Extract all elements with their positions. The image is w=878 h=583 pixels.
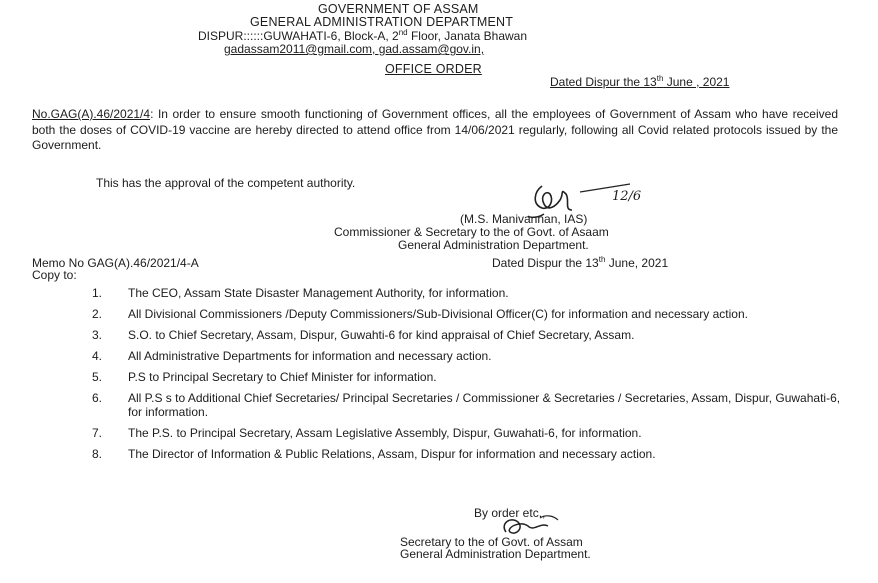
- list-item: 2. All Divisional Commissioners /Deputy Commissioners/Sub-Divisional Officer(C) for information and necessary action.: [92, 307, 748, 321]
- list-item: 1. The CEO, Assam State Disaster Management Authority, for information.: [92, 286, 509, 300]
- secretary-department: General Administration Department.: [400, 547, 591, 561]
- signatory-department: General Administration Department.: [398, 238, 589, 252]
- signatory-designation: Commissioner & Secretary to the of Govt. of Asaam: [334, 225, 609, 239]
- list-item: 3. S.O. to Chief Secretary, Assam, Dispur, Guwahti-6 for kind appraisal of Chief Secretary, Assam.: [92, 328, 635, 342]
- memo-number: Memo No GAG(A).46/2021/4-A: [32, 256, 199, 270]
- order-date: Dated Dispur the 13th June , 2021: [550, 74, 730, 89]
- memo-date: Dated Dispur the 13th June, 2021: [492, 255, 669, 270]
- signature-date-initials: 12/6: [612, 189, 642, 204]
- list-item: 6. All P.S s to Additional Chief Secretaries/ Principal Secretaries / Commissioner & Secretaries / Secretaries, Assam, Dispur, Guwahati-6, for information.: [92, 391, 841, 419]
- list-item: 5. P.S to Principal Secretary to Chief Minister for information.: [92, 370, 437, 384]
- approval-line: This has the approval of the competent authority.: [96, 176, 356, 190]
- list-item: 4. All Administrative Departments for information and necessary action.: [92, 349, 492, 363]
- list-item: 7. The P.S. to Principal Secretary, Assam Legislative Assembly, Dispur, Guwahati-6, for information.: [92, 425, 642, 440]
- govt-heading: GOVERNMENT OF ASSAM: [318, 2, 479, 16]
- department-heading: GENERAL ADMINISTRATION DEPARTMENT: [250, 15, 514, 29]
- order-body: No.GAG(A).46/2021/4: In order to ensure smooth functioning of Government offices, all the employees of Government of Assam who have received both the doses of COVID-19 vaccine are hereby directed to attend office from 14/06/2021 regularly, following all Covid related protocols issued by the Government.: [32, 107, 838, 152]
- address-line: DISPUR::::::GUWAHATI-6, Block-A, 2nd Floor, Janata Bhawan: [198, 28, 528, 43]
- copy-to-label: Copy to:: [32, 268, 77, 282]
- by-order-line: By order etc.,: [474, 506, 546, 520]
- secretary-designation: Secretary to the of Govt. of Assam: [400, 535, 583, 549]
- recipient-list: [92, 287, 852, 469]
- order-title: OFFICE ORDER: [385, 62, 482, 76]
- order-reference: No.GAG(A).46/2021/4: [32, 107, 151, 121]
- email-line: gadassam2011@gmail.com, gad.assam@gov.in,: [224, 42, 485, 56]
- list-item: 8. The Director of Information & Public Relations, Assam, Dispur for information and necessary action.: [92, 446, 656, 461]
- signatory-name: (M.S. Manivannan, IAS): [460, 212, 588, 226]
